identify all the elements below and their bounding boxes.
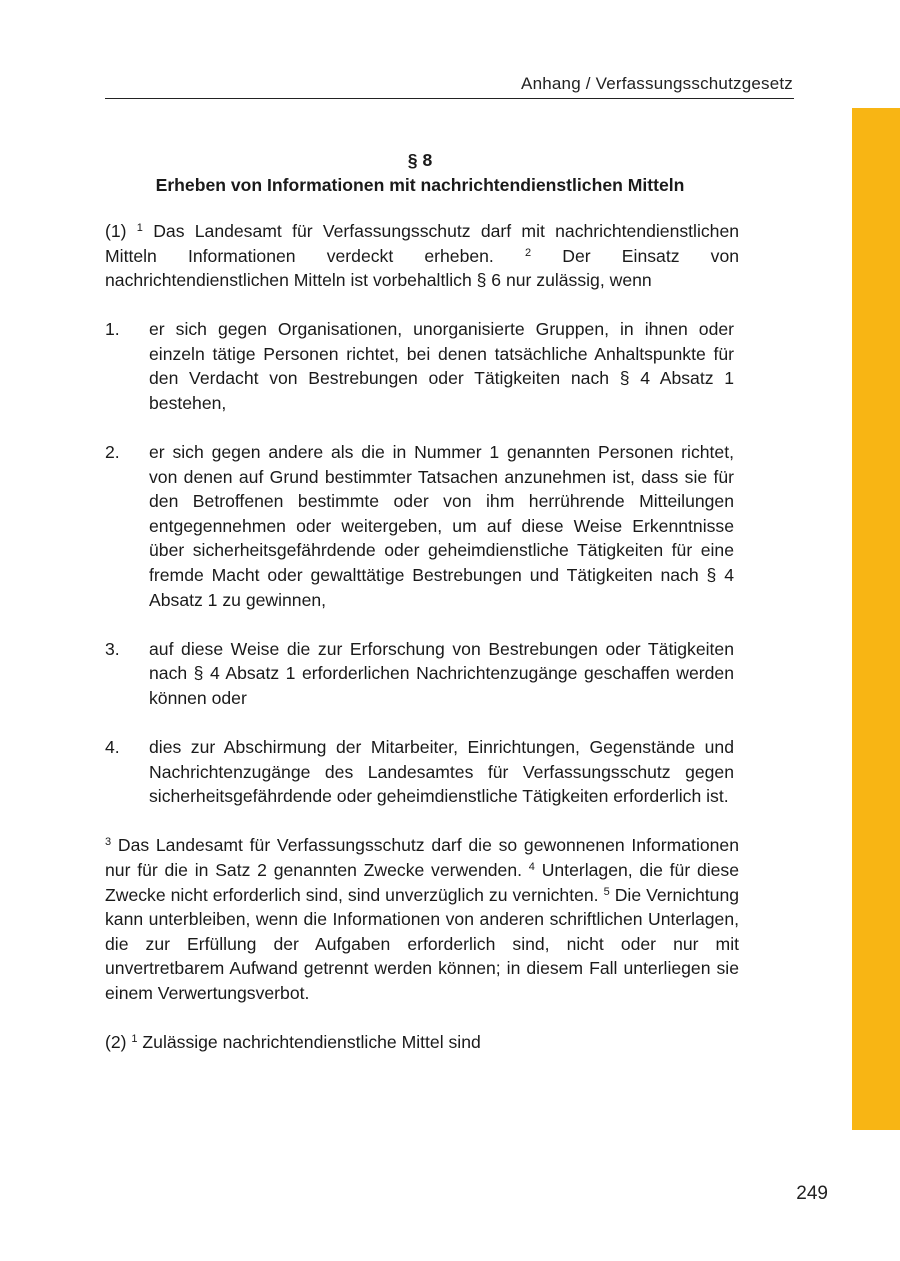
section-number: § 8	[407, 150, 433, 170]
sentence-text: Die Vernichtung kann unterbleiben, wenn die Informationen von anderen schriftlichen Unterlagen, die zur Erfüllung der Aufgaben erforderlich sind, nicht oder nur mit unvertretbarem Aufwand getrennt werden können; in diesem Fall unterliegen sie einem Verwertungsverbot.	[105, 884, 740, 1003]
page-content	[105, 148, 739, 1055]
sentence-text: Das Landesamt für Verfassungsschutz darf mit nachrichtendienstlichen Mitteln Informationen verdeckt erheben.	[105, 221, 740, 266]
paragraph-marker: (2)	[105, 1032, 127, 1053]
paragraph-marker: (1)	[105, 221, 127, 242]
section-title: Erheben von Informationen mit nachrichtendienstlichen Mitteln	[155, 174, 685, 195]
sentence-text: Zulässige nachrichtendienstliche Mittel sind	[142, 1032, 481, 1053]
list-item	[105, 317, 739, 415]
condition-list	[105, 317, 739, 809]
list-item-text: dies zur Abschirmung der Mitarbeiter, Einrichtungen, Gegenstände und Nachrichtenzugänge des Landesamtes für Verfassungsschutz gegen sicherheitsgefährdende oder geheimdienstliche Tätigkeiten erforderlich ist.	[149, 737, 734, 807]
paragraph-1-continued	[105, 833, 739, 1005]
list-item-number: 1.	[105, 318, 120, 339]
list-item-text: auf diese Weise die zur Erforschung von Bestrebungen oder Tätigkeiten nach § 4 Absatz 1 erforderlichen Nachrichtenzugänge geschaffen werden können oder	[149, 638, 734, 708]
sentence-number: 2	[525, 246, 532, 259]
header-rule	[105, 98, 794, 99]
list-item-text: er sich gegen andere als die in Nummer 1 genannten Personen richtet, von denen auf Grund bestimmter Tatsachen anzunehmen ist, dass sie für den Betroffenen bestimmte oder von ihm herrührende Mitteilungen entgegennehmen oder weitergeben, um auf diese Weise Erkenntnisse über sicherheitsgefährdende oder geheimdienstliche Tätigkeiten für eine fremde Macht oder gewalttätige Bestrebungen und Tätigkeiten nach § 4 Absatz 1 zu gewinnen,	[149, 441, 734, 610]
sentence-number: 4	[528, 861, 535, 874]
paragraph-2	[105, 1030, 739, 1055]
list-item-number: 4.	[105, 737, 120, 758]
list-item	[105, 637, 739, 711]
sentence-number: 1	[136, 222, 143, 235]
sentence-text: Der Einsatz von nachrichtendienstlichen Mitteln ist vorbehaltlich § 6 nur zulässig, wenn	[105, 245, 740, 291]
page-number: 249	[796, 1183, 828, 1204]
list-item-number: 2.	[105, 441, 120, 462]
list-item-number: 3.	[105, 638, 120, 659]
paragraph-1	[105, 219, 739, 293]
list-item-text: er sich gegen Organisationen, unorganisierte Gruppen, in ihnen oder einzeln tätige Personen richtet, bei denen tatsächliche Anhaltspunkte für den Verdacht von Bestrebungen oder Tätigkeiten nach § 4 Absatz 1 bestehen,	[149, 318, 734, 413]
running-header: Anhang / Verfassungsschutzgesetz	[521, 74, 793, 93]
sentence-text: Das Landesamt für Verfassungsschutz darf die so gewonnenen Informationen nur für die in Satz 2 genannten Zwecke verwenden.	[105, 835, 739, 881]
list-item	[105, 440, 739, 612]
sentence-text: Unterlagen, die für diese Zwecke nicht erforderlich sind, sind unverzüglich zu vernichten.	[105, 860, 740, 905]
sentence-number: 3	[105, 836, 112, 849]
list-item	[105, 735, 739, 809]
sentence-number: 5	[603, 885, 610, 898]
sentence-number: 1	[131, 1033, 138, 1046]
thumb-index-tab	[852, 108, 900, 1130]
